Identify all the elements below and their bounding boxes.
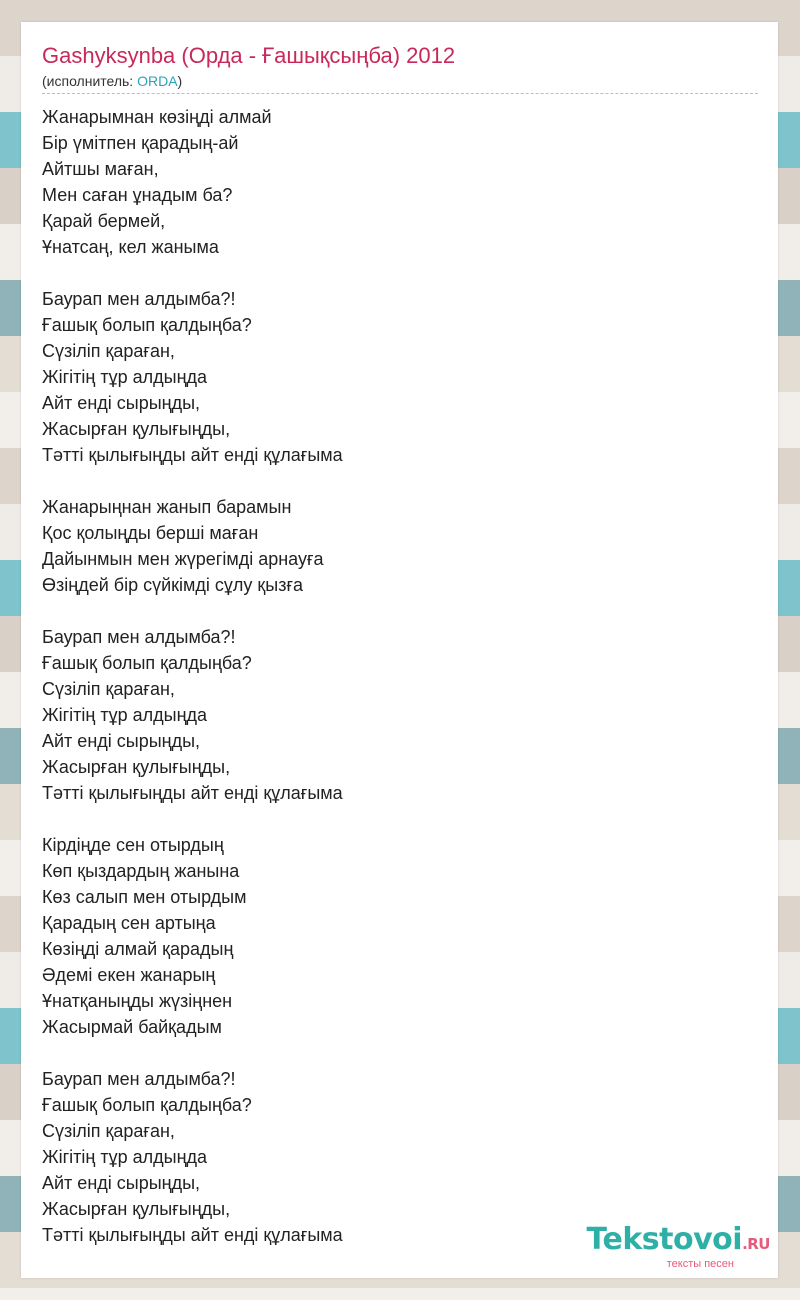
stanza-gap	[42, 598, 762, 624]
lyric-line: Тәтті қылығыңды айт енді құлағыма	[42, 1225, 343, 1245]
lyric-line: Айт енді сырыңды,	[42, 1173, 201, 1193]
lyric-line: Кірдіңде сен отырдың	[42, 835, 224, 855]
artist-line	[42, 73, 182, 89]
logo-tld: .RU	[742, 1235, 770, 1253]
logo-tagline: тексты песен	[666, 1258, 734, 1270]
lyric-line: Сүзіліп қараған,	[42, 1121, 175, 1141]
lyric-line: Сүзіліп қараған,	[42, 679, 175, 699]
lyric-line: Баурап мен алдымба?!	[42, 627, 236, 647]
logo-name: Tekstovoi	[586, 1222, 743, 1257]
lyric-line: Баурап мен алдымба?!	[42, 1069, 236, 1089]
artist-link[interactable]: ORDA	[137, 73, 178, 89]
lyric-line: Баурап мен алдымба?!	[42, 289, 236, 309]
lyric-line: Ғашық болып қалдыңба?	[42, 653, 252, 673]
lyric-line: Дайынмын мен жүрегімді арнауға	[42, 549, 324, 569]
lyrics-card	[21, 22, 778, 1278]
artist-suffix: )	[177, 73, 183, 89]
stanza-gap	[42, 468, 762, 494]
lyric-line: Әдемі екен жанарың	[42, 965, 216, 985]
lyric-line: Жасырмай байқадым	[42, 1017, 222, 1037]
lyric-line: Көп қыздардың жанына	[42, 861, 240, 881]
song-title: Gashyksynba (Орда - Ғашықсыңба) 2012	[42, 43, 456, 68]
lyric-line: Қарадың сен артыңа	[42, 913, 216, 933]
lyric-line: Айтшы маған,	[42, 159, 159, 179]
lyric-line: Жігітің тұр алдыңда	[42, 367, 208, 387]
lyric-line: Жанарымнан көзіңді алмай	[42, 107, 272, 127]
lyric-line: Ұнатсаң, кел жаныма	[42, 237, 219, 257]
lyric-line: Ғашық болып қалдыңба?	[42, 315, 252, 335]
lyric-line: Қарай бермей,	[42, 211, 166, 231]
title-divider	[42, 93, 758, 94]
lyric-line: Қос қолыңды берші маған	[42, 523, 259, 543]
lyric-line: Өзіңдей бір сүйкімді сұлу қызға	[42, 575, 304, 595]
lyric-line: Көз салып мен отырдым	[42, 887, 247, 907]
lyric-line: Жігітің тұр алдыңда	[42, 705, 208, 725]
site-logo[interactable]	[587, 1224, 770, 1270]
lyric-line: Жігітің тұр алдыңда	[42, 1147, 208, 1167]
artist-prefix: (исполнитель:	[42, 73, 138, 89]
lyric-line: Ғашық болып қалдыңба?	[42, 1095, 252, 1115]
lyric-line: Жасырған қулығыңды,	[42, 1199, 231, 1219]
lyric-line: Айт енді сырыңды,	[42, 393, 201, 413]
stanza-gap	[42, 260, 762, 286]
lyric-line: Жасырған қулығыңды,	[42, 757, 231, 777]
lyric-line: Айт енді сырыңды,	[42, 731, 201, 751]
lyric-line: Сүзіліп қараған,	[42, 341, 175, 361]
lyric-line: Бір үмітпен қарадың-ай	[42, 133, 239, 153]
lyric-line: Мен саған ұнадым ба?	[42, 185, 233, 205]
lyric-line: Жасырған қулығыңды,	[42, 419, 231, 439]
stanza-gap	[42, 1040, 762, 1066]
lyric-line: Көзіңді алмай қарадың	[42, 939, 234, 959]
lyrics-body	[42, 104, 762, 1248]
lyric-line: Тәтті қылығыңды айт енді құлағыма	[42, 445, 343, 465]
stanza-gap	[42, 806, 762, 832]
lyric-line: Жанарыңнан жанып барамын	[42, 497, 292, 517]
lyric-line: Тәтті қылығыңды айт енді құлағыма	[42, 783, 343, 803]
lyric-line: Ұнатқаныңды жүзіңнен	[42, 991, 233, 1011]
